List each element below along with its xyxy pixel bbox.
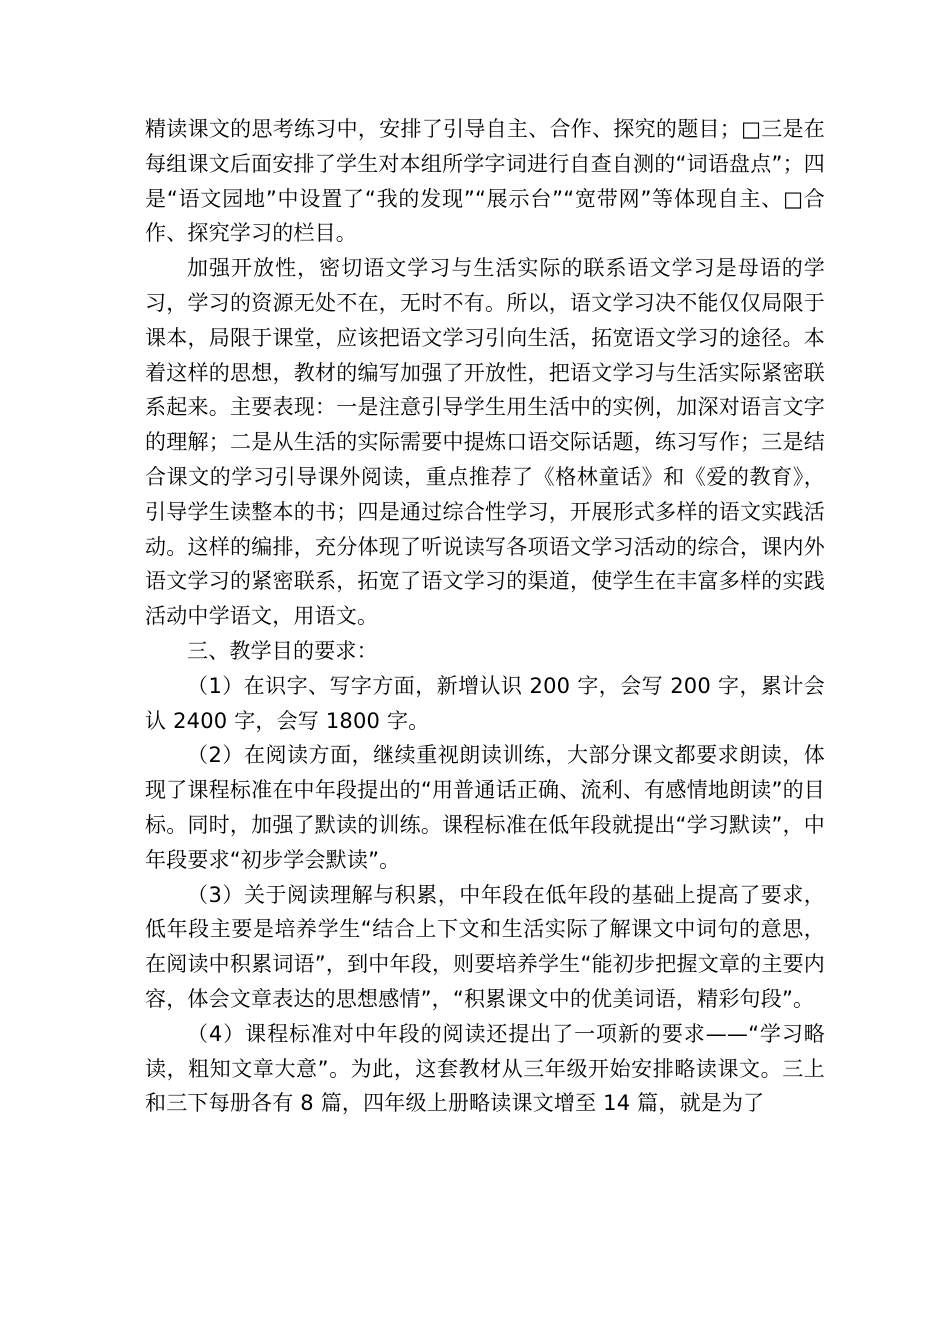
paragraph-goal-3: （3）关于阅读理解与积累，中年段在低年段的基础上提高了要求，低年段主要是培养学生“结合上下文和生活实际了解课文中词句的意思，在阅读中积累词语”，到中年段，则要培养学生“能初步把握文章的主要内容，体会文章表达的思想感情”，“积累课文中的优美词语，精彩句段”。 xyxy=(145,882,825,1011)
paragraph-goal-2: （2）在阅读方面，继续重视朗读训练，大部分课文都要求朗读，体现了课程标准在中年段提出的“用普通话正确、流利、有感情地朗读”的目标。同时，加强了默读的训练。课程标准在低年段就提出“学习默读”，中年段要求“初步学会默读”。 xyxy=(145,743,825,872)
paragraph-goal-4: （4）课程标准对中年段的阅读还提出了一项新的要求——“学习略读，粗知文章大意”。为此，这套教材从三年级开始安排略读课文。三上和三下每册各有 8 篇，四年级上册略读课文增至 14 篇，就是为了 xyxy=(145,1021,825,1116)
document-body xyxy=(145,112,825,1121)
paragraph-continued: 精读课文的思考练习中，安排了引导自主、合作、探究的题目；□三是在每组课文后面安排了学生对本组所学字词进行自查自测的“词语盘点”；四是“语文园地”中设置了“我的发现”“展示台”“宽带网”等体现自主、□合作、探究学习的栏目。 xyxy=(145,117,825,246)
section-heading-teaching-goals: 三、教学目的要求： xyxy=(187,638,378,663)
paragraph-openness: 加强开放性，密切语文学习与生活实际的联系语文学习是母语的学习，学习的资源无处不在，无时不有。所以，语文学习决不能仅仅局限于课本，局限于课堂，应该把语文学习引向生活，拓宽语文学习的途径。本着这样的思想，教材的编写加强了开放性，把语文学习与生活实际紧密联系起来。主要表现：一是注意引导学生用生活中的实例，加深对语言文字的理解；二是从生活的实际需要中提炼口语交际话题，练习写作；三是结合课文的学习引导课外阅读，重点推荐了《格林童话》和《爱的教育》，引导学生读整本的书；四是通过综合性学习，开展形式多样的语文实践活动。这样的编排，充分体现了听说读写各项语文学习活动的综合，课内外语文学习的紧密联系，拓宽了语文学习的渠道，使学生在丰富多样的实践活动中学语文，用语文。 xyxy=(145,256,825,629)
paragraph-goal-1: （1）在识字、写字方面，新增认识 200 字，会写 200 字，累计会认 2400 字，会写 1800 字。 xyxy=(145,673,825,733)
